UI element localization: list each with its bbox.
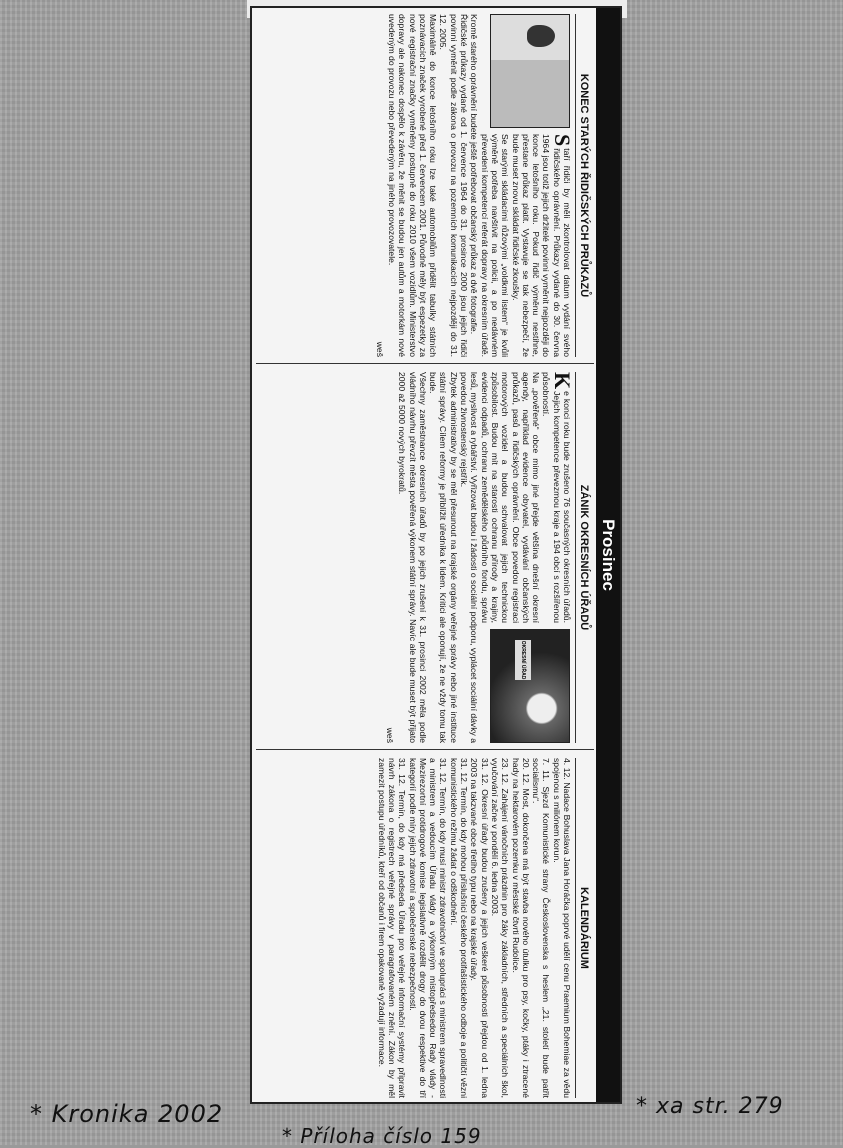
article-district-offices	[256, 366, 594, 750]
clipping-rotated	[250, 6, 622, 1104]
article-body: e konci roku bude zrušeno 76 současných okresních úřadů. Jejich kompetence převezmou kraje a 194 obcí s rozšířenou působností. Na „pověřené“ obce mimo jiné přejde většina dnešní okresní agendy, například evidence obyvatel, vydávání občanských průkazů, pasů a řidičských oprávnění. Obce povedou registraci motorových vozidel a budou schvalovat jejich technickou způsobilost. Budou mít na starosti ochranu přírody a krajiny, evidenci odpadů, ochranu zemědělského půdního fondu, správu lesů, myslivost a rybářství. Vyřizovat budou i žádosti o sociální podporu, vyplácet sociální dávky a povedou živnostenský rejstřík. Zbytek administrativy by se měl přesunout na krajské orgány veřejné správy nebo jiné instituce státní správy. Cílem reformy je přiblížit úředníka k lidem. Kritici ale oponují, že ne vždy tomu tak bude. Všechny zaměstnance okresních úřadů by po jejich zrušení k 31. prosinci 2002 měla podle vládního návrhu převzít města pověřená výkonem státní správy. Navíc ale bude muset být přijato 2000 až 5000 nových byrokratů.	[397, 372, 572, 743]
office-photo	[490, 629, 570, 743]
article-author: weš	[374, 341, 385, 357]
article-heading: KONEC STARÝCH ŘIDIČSKÝCH PRŮKAZŮ	[575, 14, 590, 357]
month-banner: Prosinec	[596, 8, 620, 1102]
newspaper-clipping	[250, 6, 622, 1104]
handwritten-note-page: * xa str. 279	[636, 1094, 784, 1119]
licence-photo	[490, 14, 570, 128]
article-driving-licences	[256, 8, 594, 364]
article-heading: ZÁNIK OKRESNÍCH ÚŘADŮ	[575, 372, 590, 743]
office-sign: OKRESNÍ ÚŘAD	[515, 640, 531, 680]
dropcap: K	[550, 372, 575, 390]
dropcap: S	[550, 134, 575, 147]
handwritten-note-attachment: * Příloha číslo 159	[282, 1124, 482, 1148]
handwritten-note-chronicle: * Kronika 2002	[30, 1100, 224, 1128]
article-calendar	[256, 752, 594, 1104]
article-body: taří řidiči by měli zkontrolovat datum vydání svého řidičského oprávnění. Průkazy vydané do 30. června 1964 jsou totiž jejich držitelé povinni vyměnit nejpozději do konce letošního roku. Pokud řidič výměnu nestihne, přestane průkaz platit. Vystavuje se tak nebezpečí, že bude muset znovu skládat řidičské zkoušky. Se starými skládacími růžovými „voldkmi listem“ je kvůli výměně potřeba navštívit na policii, a po nedávném převedení kompetencí referát dopravy na okresním úřadě. Kromě starého oprávnění budete ještě potřebovat občanský průkaz a dvě fotografie. Řidičské průkazy vydané od 1. července 1964 do 31. prosince 2000 jsou jejich řidiči povinni vyměnit podle zákona o provozu na pozemních komunikacích nejpozději do 31. 12. 2005. Maximálně do konce letošního roku lze také automobilům přidělit tabulky státních poznávacích značek vyrobené před 1. červencem 2001. Původně měly být espezetky za nové registrační značky vyměněny postupně do roku 2010 všem vozidlům. Ministerstvo dopravy ale nakonec dospělo k závěru, že měnit se budou jen autům a motorkám nové uvedeným do provozu nebo převedeným na jiného provozovatele.	[386, 14, 572, 357]
article-author: weš	[384, 727, 395, 743]
article-heading: KALENDÁRIUM	[575, 758, 590, 1098]
calendar-body: 4. 12. Nadace Bohuslava Jana Horáčka poprvé udělí cenu Praemium Bohemiae za vědu spojenou s miliónem korun. 7. 11. Sjezd Komunistické strany Československa s heslem „21. století bude patřit socialismu“. 20. 12. Most, dokončena má být stavba nového útulku pro psy, kočky, ptáky i ztracené hady na hektarovém pozemku v městské čtvrti Rudolice. 23. 12. Zahájení vánočních prázdnin pro žáky základních, středních a speciálních škol, vyučování začne v pondělí 6. ledna 2003. 31. 12. Okresní úřady budou zrušeny a jejich veškeré působnosti přejdou od 1. ledna 2003 na takzvané obce třetího typu nebo na krajské úřady. 31. 12. Termín, do kdy mohou příslušníci českého protifašistického odboje a političtí vězni komunistického režimu žádat o odškodnění. 31. 12. Termín, do kdy musí ministr zdravotnictví ve spolupráci s ministrem spravedlnosti a ministrem a vedoucím Úřadu vlády a výkonným místopředsedou Rady vlády - Mezirezortní protidrogové komise legislativně rozdělit drogy do dvou respektive do tří kategorií podle míry jejich zdravotní a společenské nebezpečnosti. 31. 12. Termín, do kdy má předseda Úřadu pro veřejné informační systémy připravit návrh zákona o registrech veřejné správy v paragrafovaném znění. Zákon by měl zamezit postupu úředníků, kteří od občanů i firem opakovaně vyžadují informace.	[376, 758, 572, 1098]
